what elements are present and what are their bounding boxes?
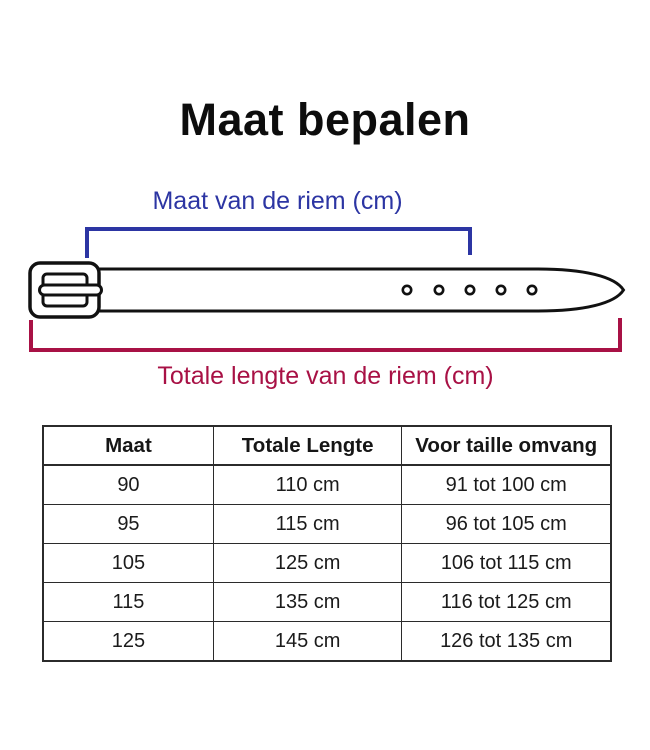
cell-taille-omvang: 96 tot 105 cm <box>402 505 611 544</box>
top-measure-bracket <box>87 229 470 258</box>
cell-maat: 105 <box>43 544 213 583</box>
belt-hole <box>497 286 505 294</box>
table-row <box>43 622 611 662</box>
cell-totale-lengte: 125 cm <box>213 544 402 583</box>
cell-maat: 115 <box>43 583 213 622</box>
table-row <box>43 465 611 505</box>
belt-hole <box>403 286 411 294</box>
size-table <box>42 425 612 662</box>
belt-hole <box>435 286 443 294</box>
page-title: Maat bepalen <box>179 94 471 145</box>
belt-diagram <box>0 220 650 370</box>
belt-hole <box>528 286 536 294</box>
header-row <box>43 426 611 465</box>
total-length-label: Totale lengte van de riem (cm) <box>157 362 494 390</box>
cell-taille-omvang: 106 tot 115 cm <box>402 544 611 583</box>
cell-totale-lengte: 145 cm <box>213 622 402 662</box>
cell-totale-lengte: 110 cm <box>213 465 402 505</box>
cell-maat: 125 <box>43 622 213 662</box>
cell-maat: 95 <box>43 505 213 544</box>
column-header-totale-lengte: Totale Lengte <box>213 426 402 465</box>
belt-size-label: Maat van de riem (cm) <box>152 187 403 215</box>
column-header-taille-omvang: Voor taille omvang <box>402 426 611 465</box>
belt-strap <box>98 269 624 311</box>
cell-taille-omvang: 91 tot 100 cm <box>402 465 611 505</box>
table-row <box>43 583 611 622</box>
cell-totale-lengte: 115 cm <box>213 505 402 544</box>
cell-taille-omvang: 126 tot 135 cm <box>402 622 611 662</box>
bottom-measure-bracket <box>31 318 620 350</box>
cell-taille-omvang: 116 tot 125 cm <box>402 583 611 622</box>
buckle-prong <box>40 285 102 295</box>
cell-maat: 90 <box>43 465 213 505</box>
cell-totale-lengte: 135 cm <box>213 583 402 622</box>
belt-hole <box>466 286 474 294</box>
table-row <box>43 505 611 544</box>
column-header-maat: Maat <box>43 426 213 465</box>
table-row <box>43 544 611 583</box>
